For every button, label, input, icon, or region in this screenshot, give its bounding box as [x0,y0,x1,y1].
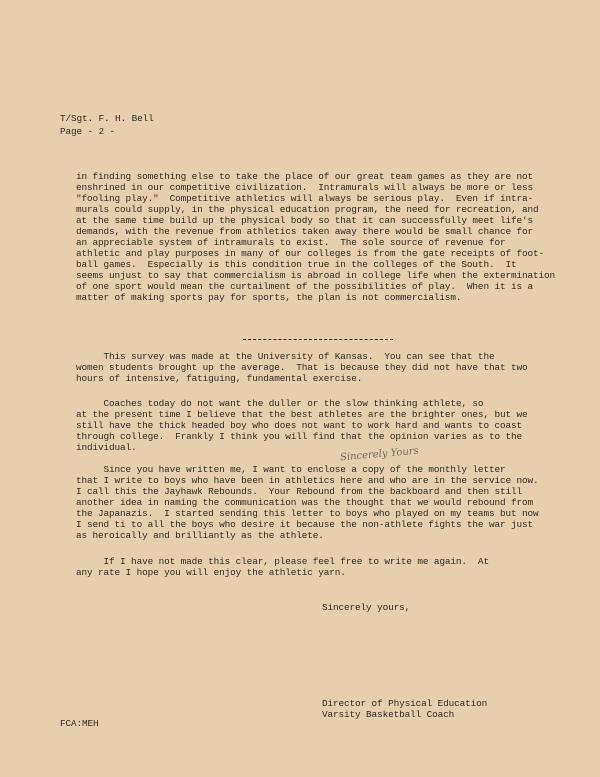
text-line: "fooling play." Competitive athletics will always be serious play. Even if intra- [76,193,533,204]
text-line: If I have not made this clear, please feel free to write me again. At [76,556,489,567]
text-line: Coaches today do not want the duller or the slow thinking athlete, so [76,398,484,409]
addressee: T/Sgt. F. H. Bell [60,113,154,124]
typist-initials: FCA:MEH [60,718,99,729]
text-line: Since you have written me, I want to enclose a copy of the monthly letter [76,464,506,475]
text-line: through college. Frankly I think you will find that the opinion varies as to the [76,431,522,442]
text-line: hours of intensive, fatiguing, fundamental exercise. [76,373,363,384]
text-line: matter of making sports pay for sports, the plan is not commercialism. [76,292,462,303]
text-line: the Japanazis. I started sending this letter to boys who played on my teams but now [76,508,539,519]
text-line: that I write to boys who have been in athletics here and who are in the service now. [76,475,539,486]
text-line: individual. [76,442,137,453]
handwritten-annotation: Sincerely Yours [339,445,420,464]
text-line: still have the thick headed boy who does not want to work hard and wants to coast [76,420,522,431]
text-line: at the same time build up the physical body so that it can successfully meet life's [76,215,533,226]
text-line: ball games. Especially is this condition true in the colleges of the South. It [76,259,517,270]
text-line: athletic and play purposes in many of our colleges is from the gate receipts of foot- [76,248,545,259]
dashed-divider [243,339,393,340]
text-line: of one sport would mean the curtailment of the possibilities of play. When it is a [76,281,533,292]
text-line: I send ti to all the boys who desire it because the non-athlete fights the war just [76,519,533,530]
text-line: seems unjust to say that commercialism is abroad in college life when the extermination [76,270,556,281]
text-line: an appreciable system of intramurals to exist. The sole source of revenue for [76,237,506,248]
text-line: another idea in naming the communication was the thought that we would rebound from [76,497,533,508]
text-line: at the present time I believe that the best athletes are the brighter ones, but we [76,409,528,420]
text-line: demands, with the revenue from athletics taken away there would be small chance for [76,226,533,237]
text-line: I call this the Jayhawk Rebounds. Your Rebound from the backboard and then still [76,486,522,497]
page-number: Page - 2 - [60,126,116,137]
signature-title: Director of Physical Education [322,698,488,709]
text-line: murals could supply, in the physical education program, the need for recreation, and [76,204,539,215]
text-line: women students brought up the average. That is because they did not have that two [76,362,528,373]
text-line: enshrined in our competitive civilization. Intramurals will always be more or less [76,182,533,193]
signature-title: Varsity Basketball Coach [322,709,455,720]
text-line: in finding something else to take the place of our great team games as they are not [76,171,533,182]
text-line: This survey was made at the University of Kansas. You can see that the [76,351,495,362]
closing: Sincerely yours, [322,602,411,613]
text-line: any rate I hope you will enjoy the athletic yarn. [76,567,346,578]
text-line: as heroically and brilliantly as the athlete. [76,530,324,541]
